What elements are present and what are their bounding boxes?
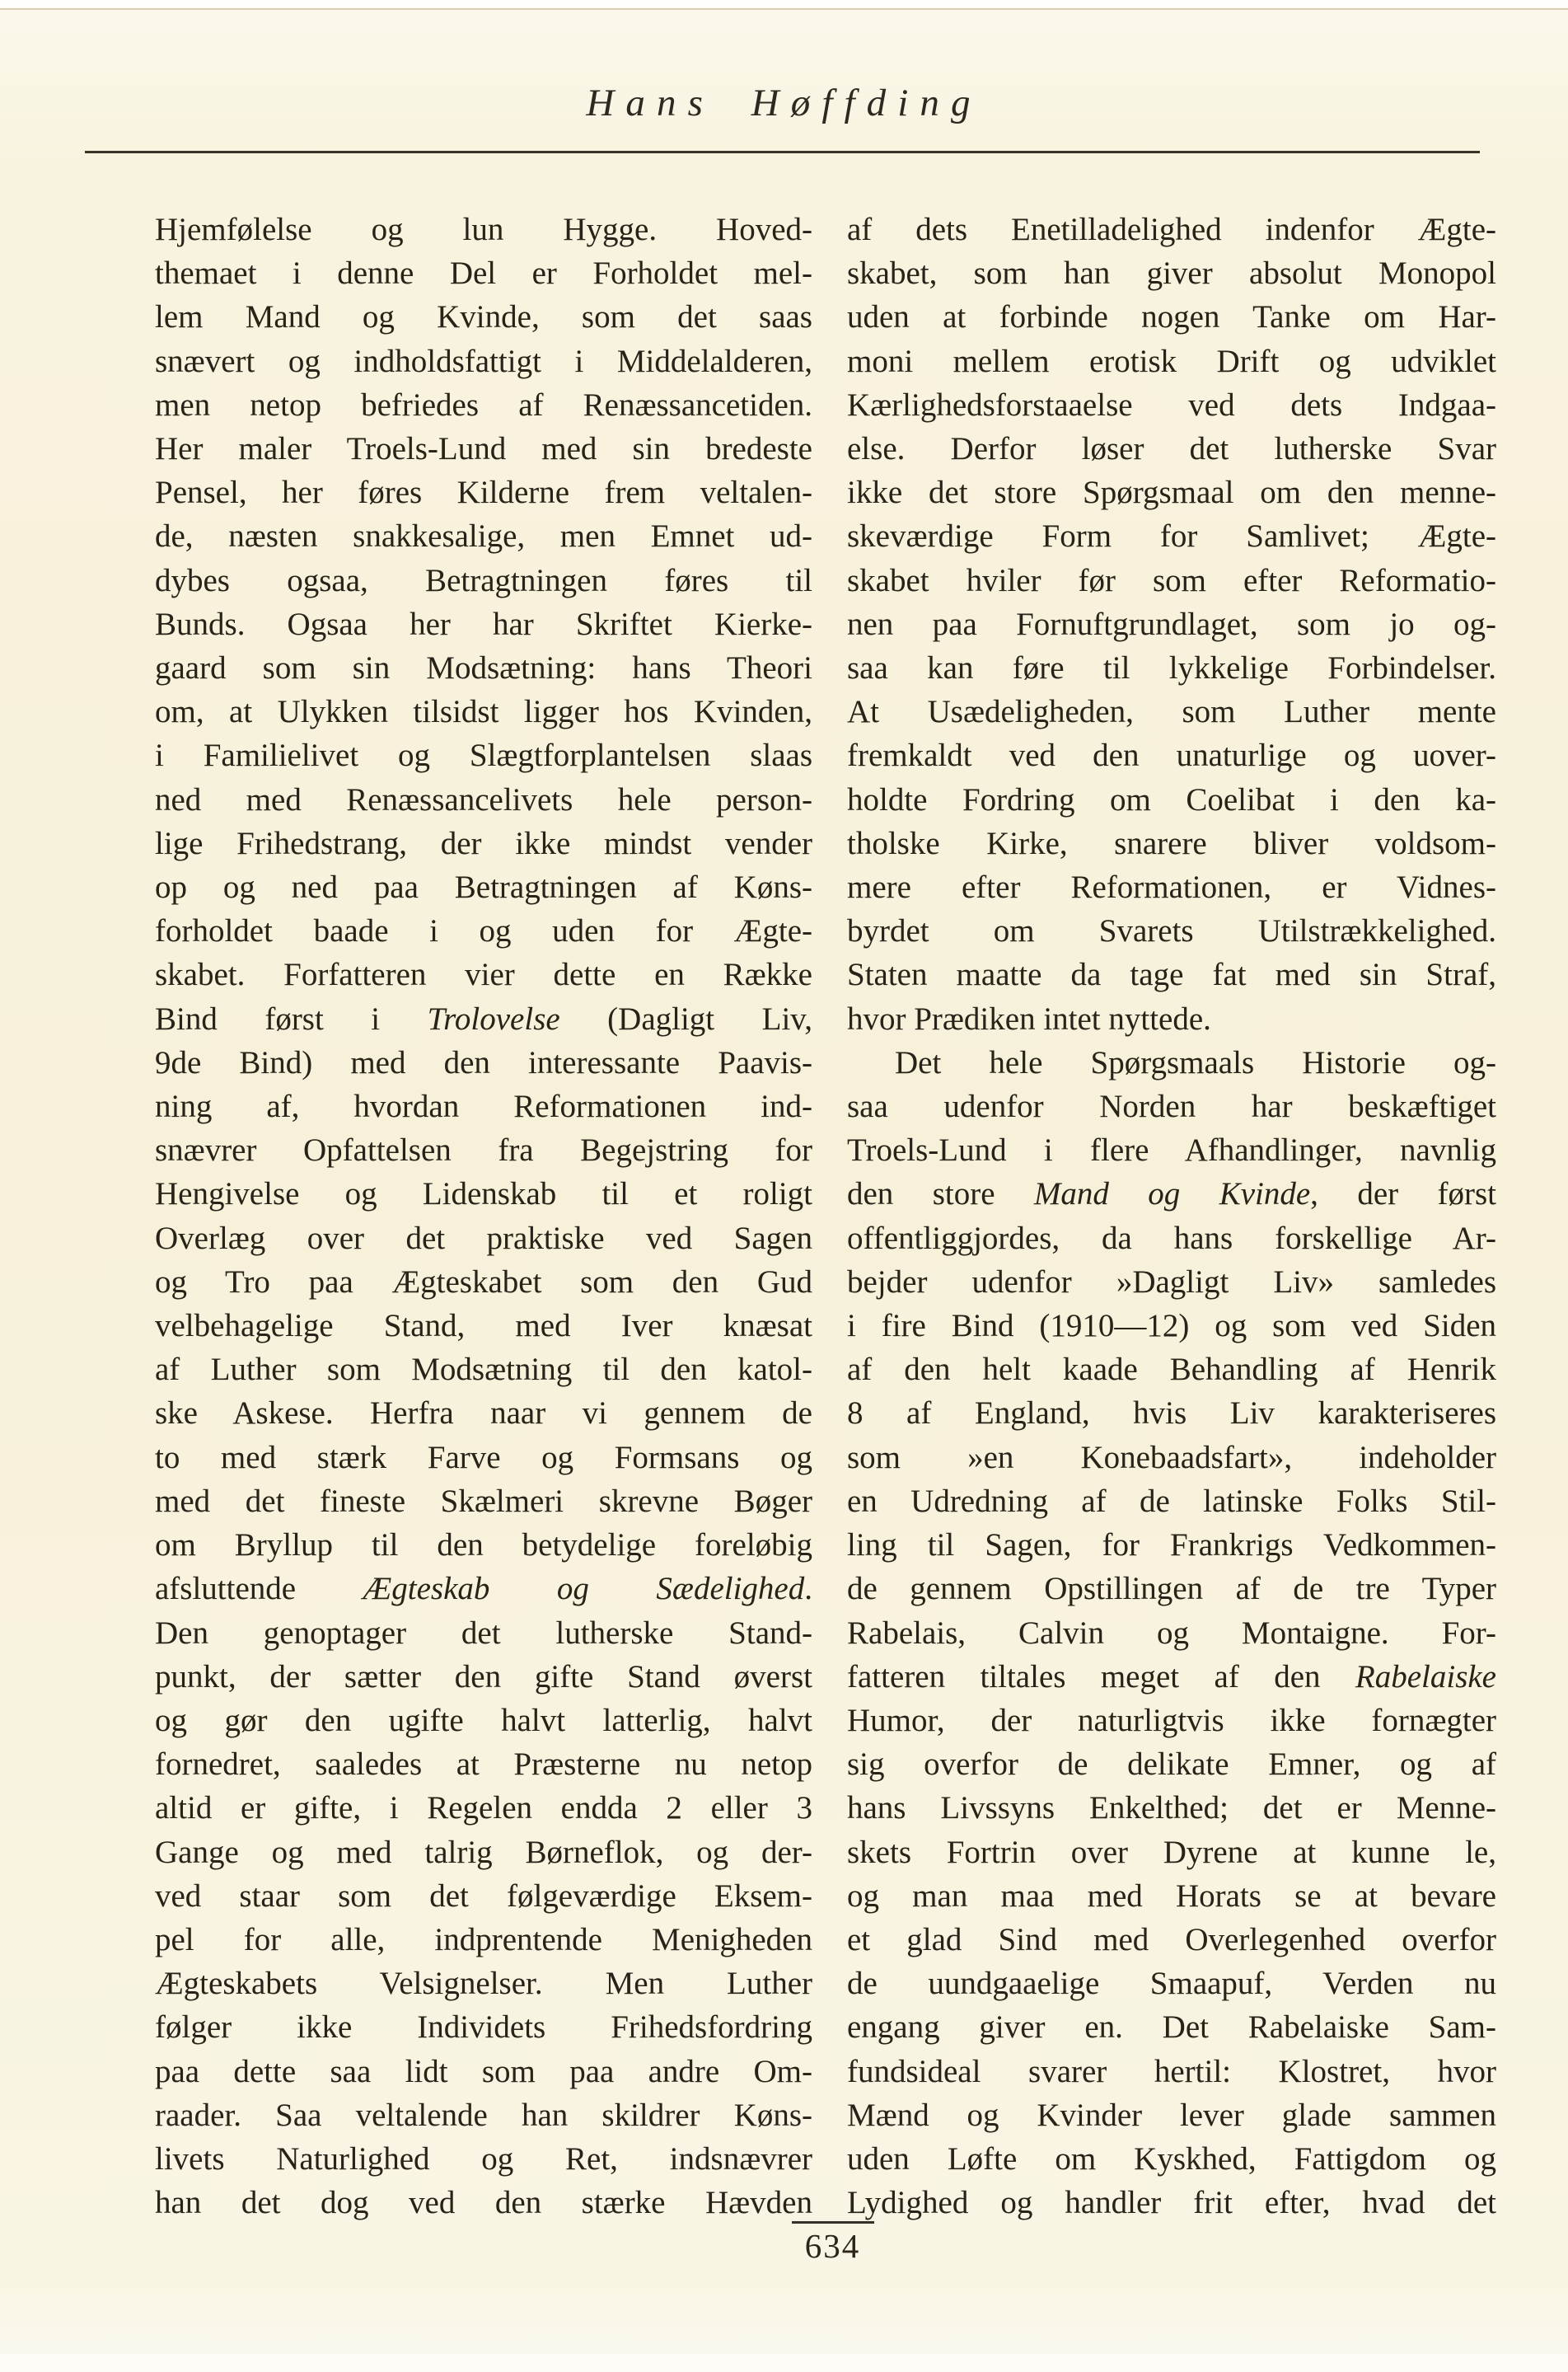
- text-line: skabet, som han giver absolut Monopol: [847, 255, 1496, 292]
- scan-edge-bottom: [0, 2354, 1568, 2372]
- text-line: moni mellem erotisk Drift og udviklet: [847, 343, 1496, 379]
- text-line: som »en Konebaadsfart», indeholder: [847, 1439, 1496, 1475]
- text-line: gaard som sin Modsætning: hans Theori: [155, 650, 812, 687]
- header-rule: [85, 151, 1480, 153]
- text-line: af dets Enetilladelighed indenfor Ægte-: [847, 212, 1496, 247]
- text-line: lige Frihedstrang, der ikke mindst vender: [155, 825, 812, 861]
- text-line: snævert og indholdsfattigt i Middelalderen,: [155, 343, 812, 379]
- text-line: ved staar som det følgeværdige Eksem-: [155, 1877, 812, 1914]
- text-line: nen paa Fornuftgrundlaget, som jo og-: [847, 606, 1496, 642]
- text-line: hvor Prædiken intet nyttede.: [847, 1001, 1211, 1037]
- text-line: paa dette saa lidt som paa andre Om-: [155, 2053, 812, 2089]
- text-line: op og ned paa Betragtningen af Køns-: [155, 870, 812, 906]
- text-line: hans Livssyns Enkelthed; det er Menne-: [847, 1790, 1496, 1826]
- text-column-right: [847, 208, 1496, 2224]
- text-line: og man maa med Horats se at bevare: [847, 1877, 1496, 1914]
- text-line: Troels-Lund i flere Afhandlinger, navnlig: [847, 1132, 1496, 1169]
- text-line: raader. Saa veltalende han skildrer Køns-: [155, 2097, 812, 2133]
- text-line: lem Mand og Kvinde, som det saas: [155, 299, 812, 335]
- text-line: altid er gifte, i Regelen endda 2 eller 3: [155, 1790, 812, 1826]
- text-line: om Bryllup til den betydelige foreløbig: [155, 1527, 812, 1563]
- text-line: med det fineste Skælmeri skrevne Bøger: [155, 1483, 812, 1519]
- text-line: ske Askese. Herfra naar vi gennem de: [155, 1395, 812, 1432]
- text-line: sig overfor de delikate Emner, og af: [847, 1746, 1496, 1783]
- text-line: punkt, der sætter den gifte Stand øverst: [155, 1658, 812, 1695]
- text-line: ikke det store Spørgsmaal om den menne-: [847, 475, 1496, 511]
- text-line: Gange og med talrig Børneflok, og der-: [155, 1834, 812, 1870]
- text-line: else. Derfor løser det lutherske Svar: [847, 431, 1496, 467]
- text-line: skabet. Forfatteren vier dette en Række: [155, 957, 812, 993]
- text-line: forholdet baade i og uden for Ægte-: [155, 913, 812, 949]
- text-line: fundsideal svarer hertil: Klostret, hvor: [847, 2053, 1496, 2089]
- text-line: engang giver en. Det Rabelaiske Sam-: [847, 2009, 1496, 2046]
- text-line: Hjemfølelse og lun Hygge. Hoved-: [155, 212, 812, 247]
- text-line: i Familielivet og Slægtforplantelsen slaas: [155, 738, 812, 774]
- text-line: Rabelais, Calvin og Montaigne. For-: [847, 1615, 1496, 1651]
- text-line: Humor, der naturligtvis ikke fornægter: [847, 1702, 1496, 1738]
- footer-rule: [792, 2221, 874, 2224]
- text-line: pel for alle, indprentende Menigheden: [155, 1921, 812, 1957]
- text-line: 8 af England, hvis Liv karakteriseres: [847, 1395, 1496, 1432]
- text-line: holdte Fordring om Coelibat i den ka-: [847, 781, 1496, 818]
- text-line: saa kan føre til lykkelige Forbindelser.: [847, 650, 1496, 687]
- text-line: Den genoptager det lutherske Stand-: [155, 1615, 812, 1651]
- text-line: Lydighed og handler frit efter, hvad det: [847, 2185, 1496, 2221]
- text-line: skabet hviler før som efter Reformatio-: [847, 562, 1496, 598]
- text-line: de gennem Opstillingen af de tre Typer: [847, 1571, 1496, 1607]
- page-number: 634: [804, 2227, 861, 2265]
- text-line: Ægteskabets Velsignelser. Men Luther: [155, 1966, 812, 2002]
- text-line: saa udenfor Norden har beskæftiget: [847, 1089, 1496, 1125]
- text-line: uden at forbinde nogen Tanke om Har-: [847, 299, 1496, 335]
- text-line: At Usædeligheden, som Luther mente: [847, 694, 1496, 730]
- page-footer: [761, 2221, 905, 2266]
- text-line: en Udredning af de latinske Folks Stil-: [847, 1483, 1496, 1519]
- text-line: Kærlighedsforstaaelse ved dets Indgaa-: [847, 387, 1496, 423]
- scan-artifact-line: [0, 8, 1568, 10]
- text-column-left: [155, 208, 812, 2224]
- text-line: følger ikke Individets Frihedsfordring: [155, 2009, 812, 2046]
- text-line: Bind først i Trolovelse (Dagligt Liv,: [155, 1001, 813, 1037]
- running-header: Hans Høffding: [586, 82, 982, 124]
- text-line: offentliggjordes, da hans forskellige Ar-: [847, 1220, 1496, 1256]
- text-line: to med stærk Farve og Formsans og: [155, 1439, 812, 1475]
- text-line: fatteren tiltales meget af den Rabelaiske: [847, 1658, 1496, 1695]
- text-line: bejder udenfor »Dagligt Liv» samledes: [847, 1263, 1496, 1300]
- text-line: i fire Bind (1910—12) og som ved Siden: [847, 1308, 1496, 1344]
- text-line: fremkaldt ved den unaturlige og uover-: [847, 738, 1496, 774]
- text-line: Hengivelse og Lidenskab til et roligt: [155, 1176, 812, 1212]
- text-line: tholske Kirke, snarere bliver voldsom-: [847, 825, 1496, 861]
- text-line: Her maler Troels-Lund med sin bredeste: [155, 431, 812, 467]
- text-line: og Tro paa Ægteskabet som den Gud: [155, 1263, 812, 1300]
- text-line: han det dog ved den stærke Hævden: [155, 2185, 812, 2221]
- text-line: om, at Ulykken tilsidst ligger hos Kvinden,: [155, 694, 812, 730]
- text-line: Staten maatte da tage fat med sin Straf,: [847, 957, 1496, 993]
- scan-edge-top: [0, 0, 1568, 7]
- text-line: de, næsten snakkesalige, men Emnet ud-: [155, 518, 812, 555]
- text-line: uden Løfte om Kyskhed, Fattigdom og: [847, 2140, 1496, 2177]
- text-line: byrdet om Svarets Utilstrækkelighed.: [847, 913, 1496, 949]
- text-line: af den helt kaade Behandling af Henrik: [847, 1352, 1496, 1388]
- text-line: ning af, hvordan Reformationen ind-: [155, 1089, 812, 1125]
- text-line: Overlæg over det praktiske ved Sagen: [155, 1220, 812, 1256]
- text-line: men netop befriedes af Renæssancetiden.: [155, 387, 812, 423]
- text-line: ling til Sagen, for Frankrigs Vedkommen-: [847, 1527, 1496, 1563]
- text-line: den store Mand og Kvinde, der først: [847, 1176, 1496, 1212]
- text-line: livets Naturlighed og Ret, indsnævrer: [155, 2140, 812, 2177]
- text-line: 9de Bind) med den interessante Paavis-: [155, 1044, 812, 1081]
- text-line: ned med Renæssancelivets hele person-: [155, 781, 812, 818]
- text-line: et glad Sind med Overlegenhed overfor: [847, 1921, 1496, 1957]
- text-line: fornedret, saaledes at Præsterne nu netop: [155, 1746, 812, 1783]
- text-line: skets Fortrin over Dyrene at kunne le,: [847, 1834, 1496, 1870]
- text-line: snævrer Opfattelsen fra Begejstring for: [155, 1132, 812, 1169]
- text-line: de uundgaaelige Smaapuf, Verden nu: [847, 1966, 1496, 2002]
- text-line: afsluttende Ægteskab og Sædelighed.: [155, 1571, 812, 1607]
- text-line: skeværdige Form for Samlivet; Ægte-: [847, 518, 1496, 555]
- text-line: Det hele Spørgsmaals Historie og-: [895, 1044, 1496, 1081]
- text-line: themaet i denne Del er Forholdet mel-: [155, 255, 812, 292]
- text-line: velbehagelige Stand, med Iver knæsat: [155, 1308, 812, 1344]
- text-line: Bunds. Ogsaa her har Skriftet Kierke-: [155, 606, 812, 642]
- text-line: mere efter Reformationen, er Vidnes-: [847, 870, 1496, 906]
- text-line: Mænd og Kvinder lever glade sammen: [847, 2097, 1496, 2133]
- text-line: dybes ogsaa, Betragtningen føres til: [155, 562, 812, 598]
- text-line: af Luther som Modsætning til den katol-: [155, 1352, 812, 1388]
- text-line: og gør den ugifte halvt latterlig, halvt: [155, 1702, 812, 1738]
- text-line: Pensel, her føres Kilderne frem veltalen-: [155, 475, 812, 511]
